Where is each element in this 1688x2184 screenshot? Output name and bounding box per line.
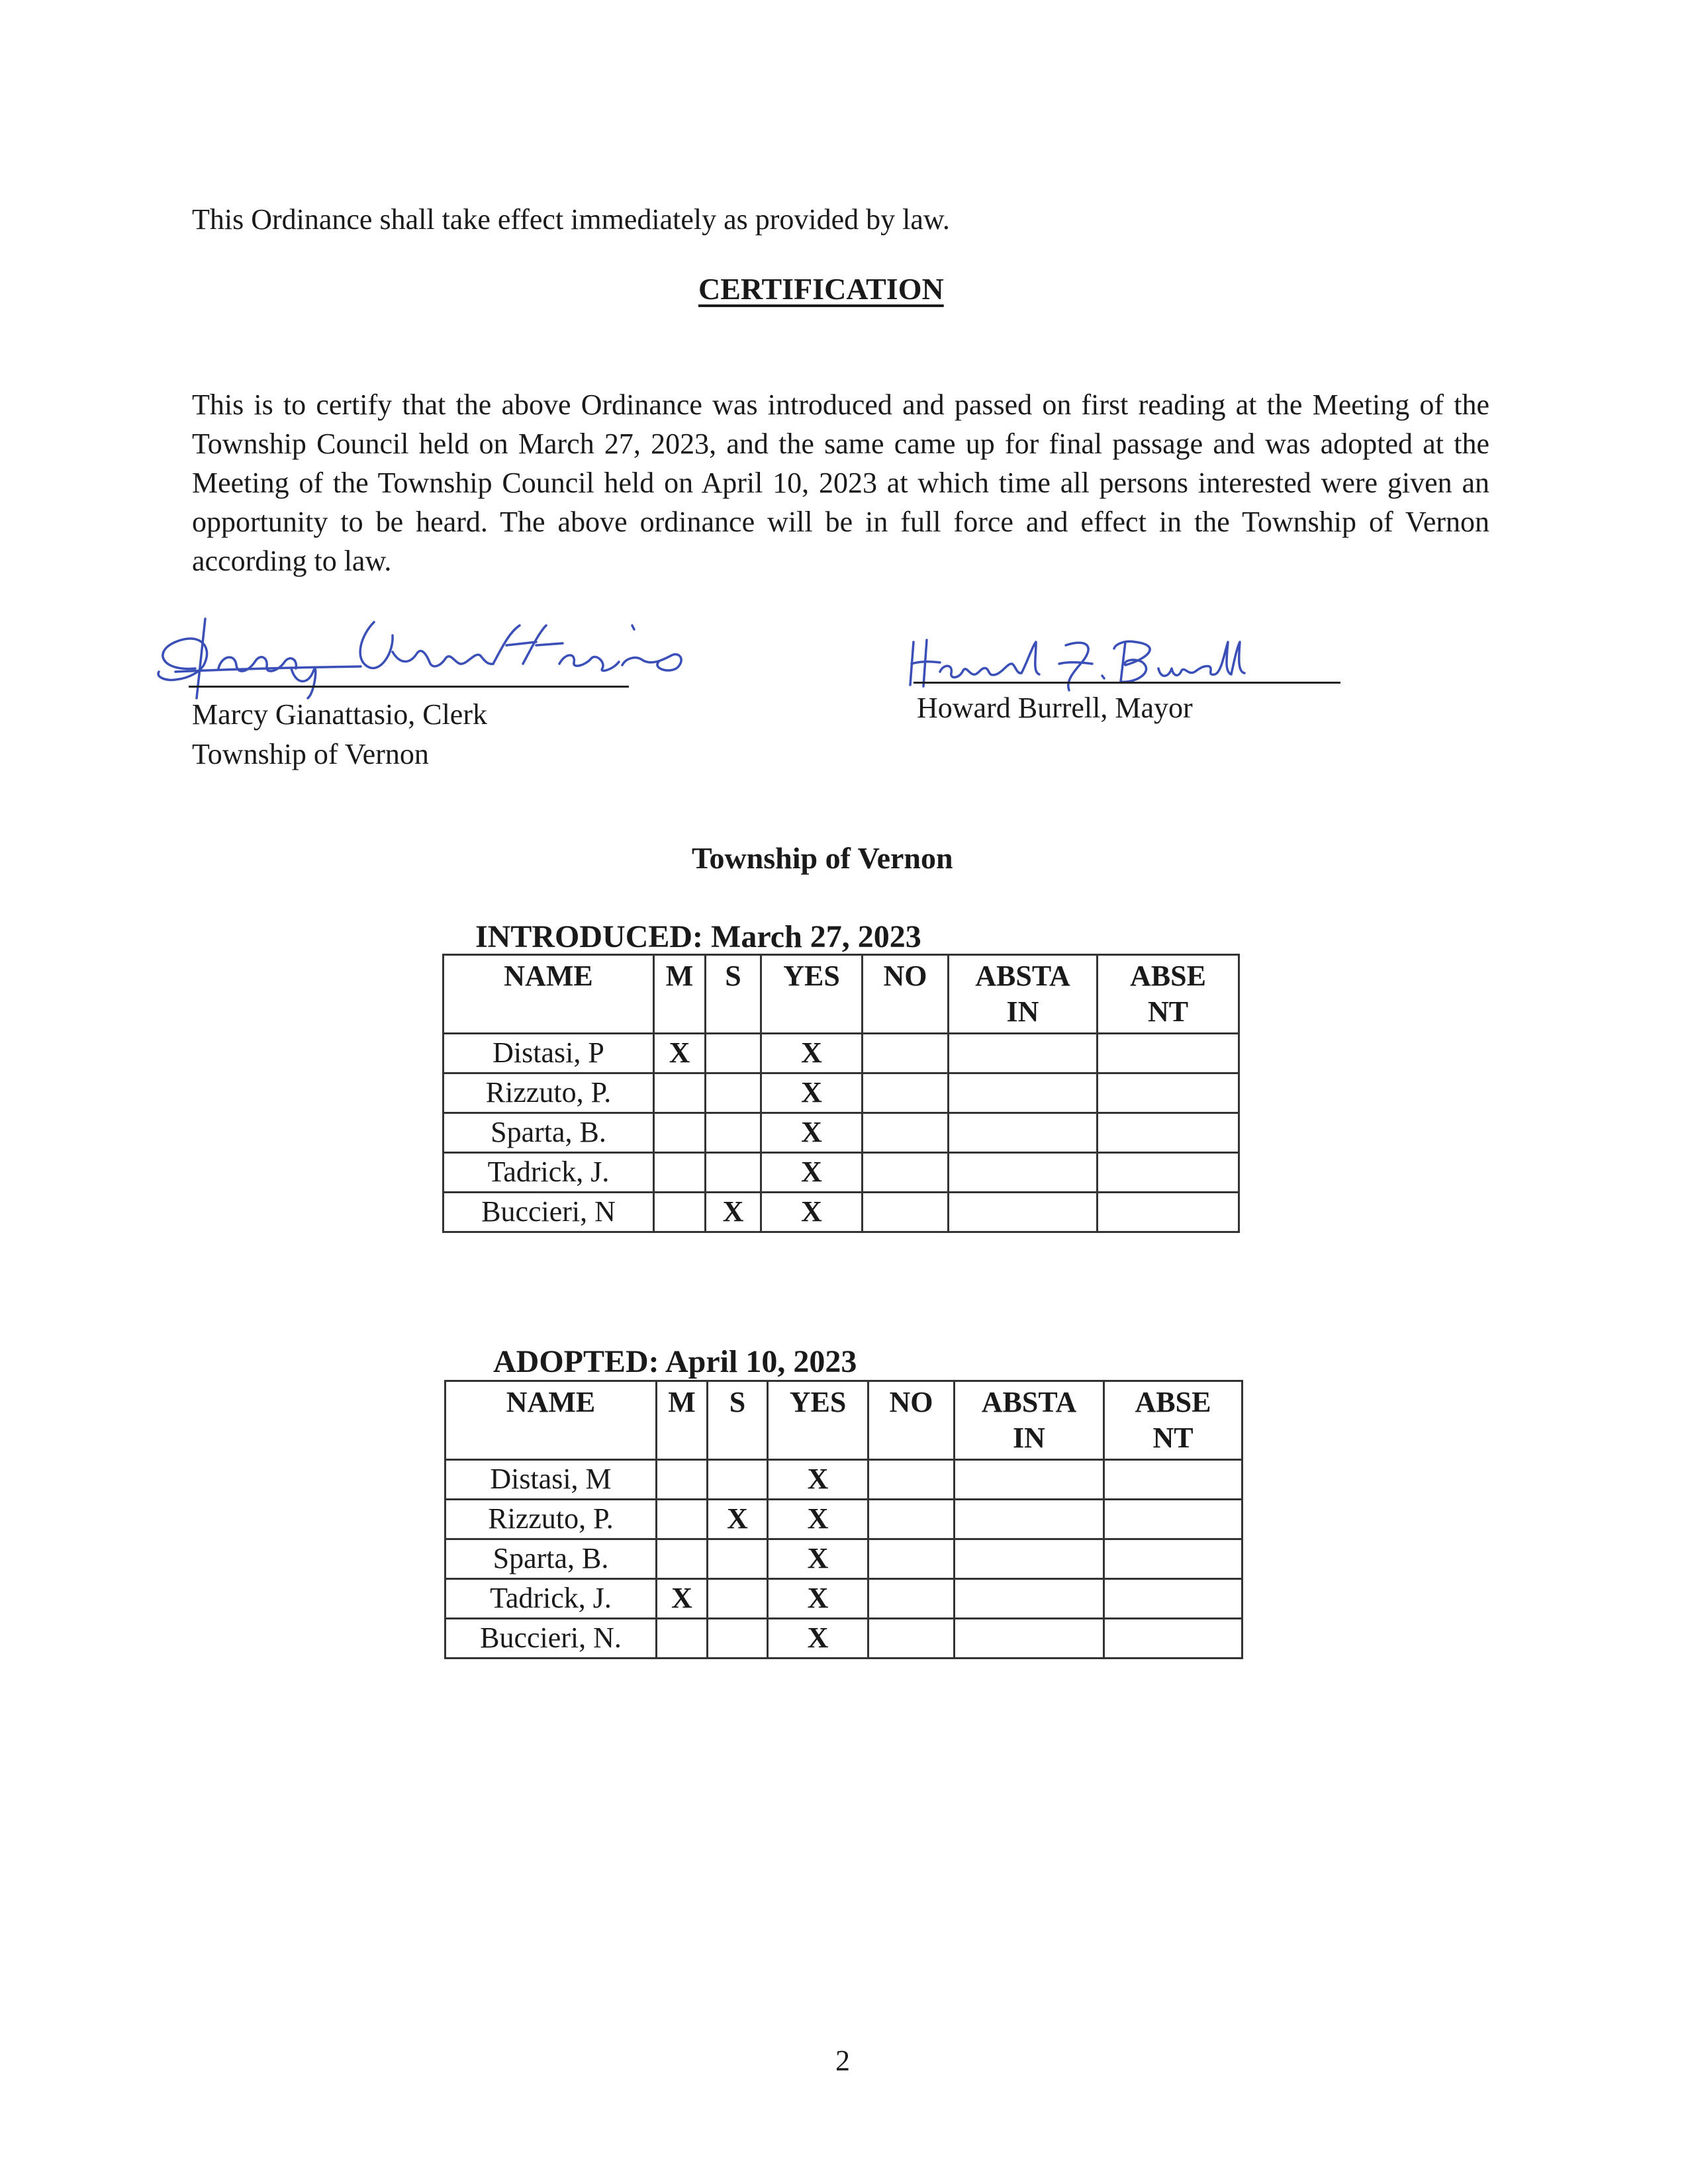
no-mark: [863, 1034, 949, 1073]
column-header-name: NAME: [444, 955, 654, 1034]
moved-mark: [654, 1073, 706, 1113]
yes-mark: X: [761, 1073, 863, 1113]
absent-mark: [1098, 1153, 1239, 1193]
seconded-mark: [706, 1073, 761, 1113]
column-header-no: NO: [863, 955, 949, 1034]
column-header-no: NO: [868, 1381, 955, 1460]
mayor-signature-line: [914, 682, 1340, 684]
member-name: Buccieri, N: [444, 1193, 654, 1232]
abstain-mark: [949, 1113, 1098, 1153]
introduced-heading: INTRODUCED: March 27, 2023: [475, 919, 921, 954]
abstain-mark: [955, 1500, 1104, 1539]
abstain-mark: [949, 1153, 1098, 1193]
abstain-mark: [955, 1460, 1104, 1500]
moved-mark: X: [657, 1579, 708, 1619]
moved-mark: [657, 1539, 708, 1579]
clerk-name-title: Marcy Gianattasio, Clerk: [192, 698, 487, 731]
abstain-mark: [949, 1034, 1098, 1073]
abstain-mark: [949, 1073, 1098, 1113]
clerk-signature-line: [189, 686, 629, 688]
no-mark: [863, 1113, 949, 1153]
introduced-vote-table: [442, 954, 1240, 1233]
absent-mark: [1098, 1113, 1239, 1153]
table-header-row: [444, 955, 1239, 1034]
member-name: Tadrick, J.: [445, 1579, 657, 1619]
clerk-signature: [149, 606, 731, 705]
yes-mark: X: [768, 1539, 868, 1579]
yes-mark: X: [761, 1113, 863, 1153]
adopted-heading: ADOPTED: April 10, 2023: [493, 1344, 857, 1379]
column-header-yes: YES: [768, 1381, 868, 1460]
table-row: [444, 1153, 1239, 1193]
no-mark: [868, 1460, 955, 1500]
column-header-absent: ABSE NT: [1098, 955, 1239, 1034]
column-header-abstain: ABSTA IN: [955, 1381, 1104, 1460]
yes-mark: X: [768, 1460, 868, 1500]
abstain-mark: [955, 1579, 1104, 1619]
column-header-moved: M: [657, 1381, 708, 1460]
column-header-abstain: ABSTA IN: [949, 955, 1098, 1034]
table-row: [444, 1034, 1239, 1073]
township-heading: Township of Vernon: [692, 841, 953, 875]
column-header-moved: M: [654, 955, 706, 1034]
yes-mark: X: [761, 1034, 863, 1073]
column-header-seconded: S: [706, 955, 761, 1034]
yes-mark: X: [768, 1579, 868, 1619]
absent-mark: [1098, 1073, 1239, 1113]
absent-mark: [1098, 1034, 1239, 1073]
member-name: Rizzuto, P.: [444, 1073, 654, 1113]
seconded-mark: [708, 1579, 768, 1619]
table-row: [445, 1500, 1243, 1539]
yes-mark: X: [768, 1500, 868, 1539]
moved-mark: [657, 1460, 708, 1500]
table-row: [444, 1193, 1239, 1232]
member-name: Tadrick, J.: [444, 1153, 654, 1193]
seconded-mark: [708, 1460, 768, 1500]
member-name: Sparta, B.: [445, 1539, 657, 1579]
moved-mark: [657, 1619, 708, 1659]
table-row: [445, 1539, 1243, 1579]
absent-mark: [1104, 1460, 1243, 1500]
certification-body: This is to certify that the above Ordinance was introduced and passed on first reading at the Meeting of the Township Council held on March 27, 2023, and the same came up for final passage and was adopted at the Meeting of the Township Council held on April 10, 2023 at which time all persons interested were given an opportunity to be heard. The above ordinance will be in full force and effect in the Township of Vernon according to law.: [192, 388, 1489, 577]
moved-mark: X: [654, 1034, 706, 1073]
mayor-name-title: Howard Burrell, Mayor: [917, 692, 1193, 724]
no-mark: [868, 1539, 955, 1579]
yes-mark: X: [761, 1153, 863, 1193]
absent-mark: [1104, 1579, 1243, 1619]
table-header-row: [445, 1381, 1243, 1460]
moved-mark: [654, 1153, 706, 1193]
no-mark: [863, 1073, 949, 1113]
member-name: Distasi, M: [445, 1460, 657, 1500]
adopted-vote-table: [444, 1380, 1243, 1659]
absent-mark: [1104, 1619, 1243, 1659]
no-mark: [863, 1193, 949, 1232]
certification-title: CERTIFICATION: [698, 272, 944, 306]
abstain-mark: [955, 1619, 1104, 1659]
effect-statement: This Ordinance shall take effect immediately as provided by law.: [192, 203, 950, 236]
absent-mark: [1104, 1500, 1243, 1539]
clerk-organization: Township of Vernon: [192, 738, 429, 770]
column-header-seconded: S: [708, 1381, 768, 1460]
no-mark: [868, 1619, 955, 1659]
column-header-absent: ABSE NT: [1104, 1381, 1243, 1460]
seconded-mark: [706, 1034, 761, 1073]
member-name: Distasi, P: [444, 1034, 654, 1073]
column-header-name: NAME: [445, 1381, 657, 1460]
no-mark: [868, 1579, 955, 1619]
moved-mark: [654, 1193, 706, 1232]
moved-mark: [657, 1500, 708, 1539]
absent-mark: [1098, 1193, 1239, 1232]
member-name: Buccieri, N.: [445, 1619, 657, 1659]
seconded-mark: X: [708, 1500, 768, 1539]
table-row: [445, 1579, 1243, 1619]
seconded-mark: [706, 1113, 761, 1153]
table-row: [445, 1460, 1243, 1500]
seconded-mark: X: [706, 1193, 761, 1232]
yes-mark: X: [761, 1193, 863, 1232]
seconded-mark: [706, 1153, 761, 1193]
member-name: Sparta, B.: [444, 1113, 654, 1153]
seconded-mark: [708, 1619, 768, 1659]
column-header-yes: YES: [761, 955, 863, 1034]
no-mark: [868, 1500, 955, 1539]
page-number: 2: [835, 2044, 850, 2077]
yes-mark: X: [768, 1619, 868, 1659]
table-row: [444, 1113, 1239, 1153]
absent-mark: [1104, 1539, 1243, 1579]
table-row: [444, 1073, 1239, 1113]
no-mark: [863, 1153, 949, 1193]
abstain-mark: [955, 1539, 1104, 1579]
moved-mark: [654, 1113, 706, 1153]
abstain-mark: [949, 1193, 1098, 1232]
member-name: Rizzuto, P.: [445, 1500, 657, 1539]
table-row: [445, 1619, 1243, 1659]
seconded-mark: [708, 1539, 768, 1579]
